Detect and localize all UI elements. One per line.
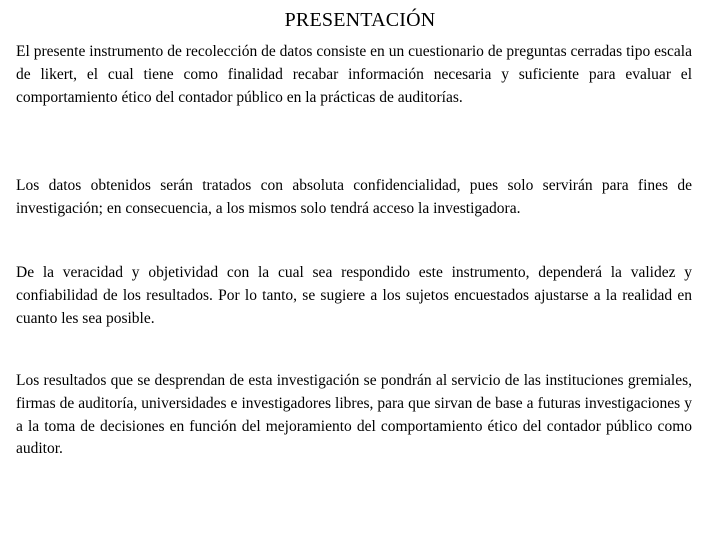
page-title: PRESENTACIÓN (284, 9, 436, 31)
paragraph-confidentiality: Los datos obtenidos serán tratados con absoluta confidencialidad, pues solo servirán para fines de investigación; en consecuencia, a los mismos solo tendrá acceso la investigadora. (16, 177, 692, 217)
paragraph-results-use: Los resultados que se desprendan de esta investigación se pondrán al servicio de las instituciones gremiales, firmas de auditoría, universidades e investigadores libres, para que sirvan de base a futuras investigaciones y a la toma de decisiones en función del mejoramiento del comportamiento ético del contador público como auditor. (16, 372, 692, 458)
paragraph-validity: De la veracidad y objetividad con la cual sea respondido este instrumento, dependerá la validez y confiabilidad de los resultados. Por lo tanto, se sugiere a los sujetos encuestados ajustarse a la realidad en cuanto les sea posible. (16, 264, 692, 327)
paragraph-purpose: El presente instrumento de recolección de datos consiste en un cuestionario de preguntas cerradas tipo escala de likert, el cual tiene como finalidad recabar información necesaria y suficiente para evaluar el comportamiento ético del contador público en la prácticas de auditorías. (16, 43, 692, 106)
